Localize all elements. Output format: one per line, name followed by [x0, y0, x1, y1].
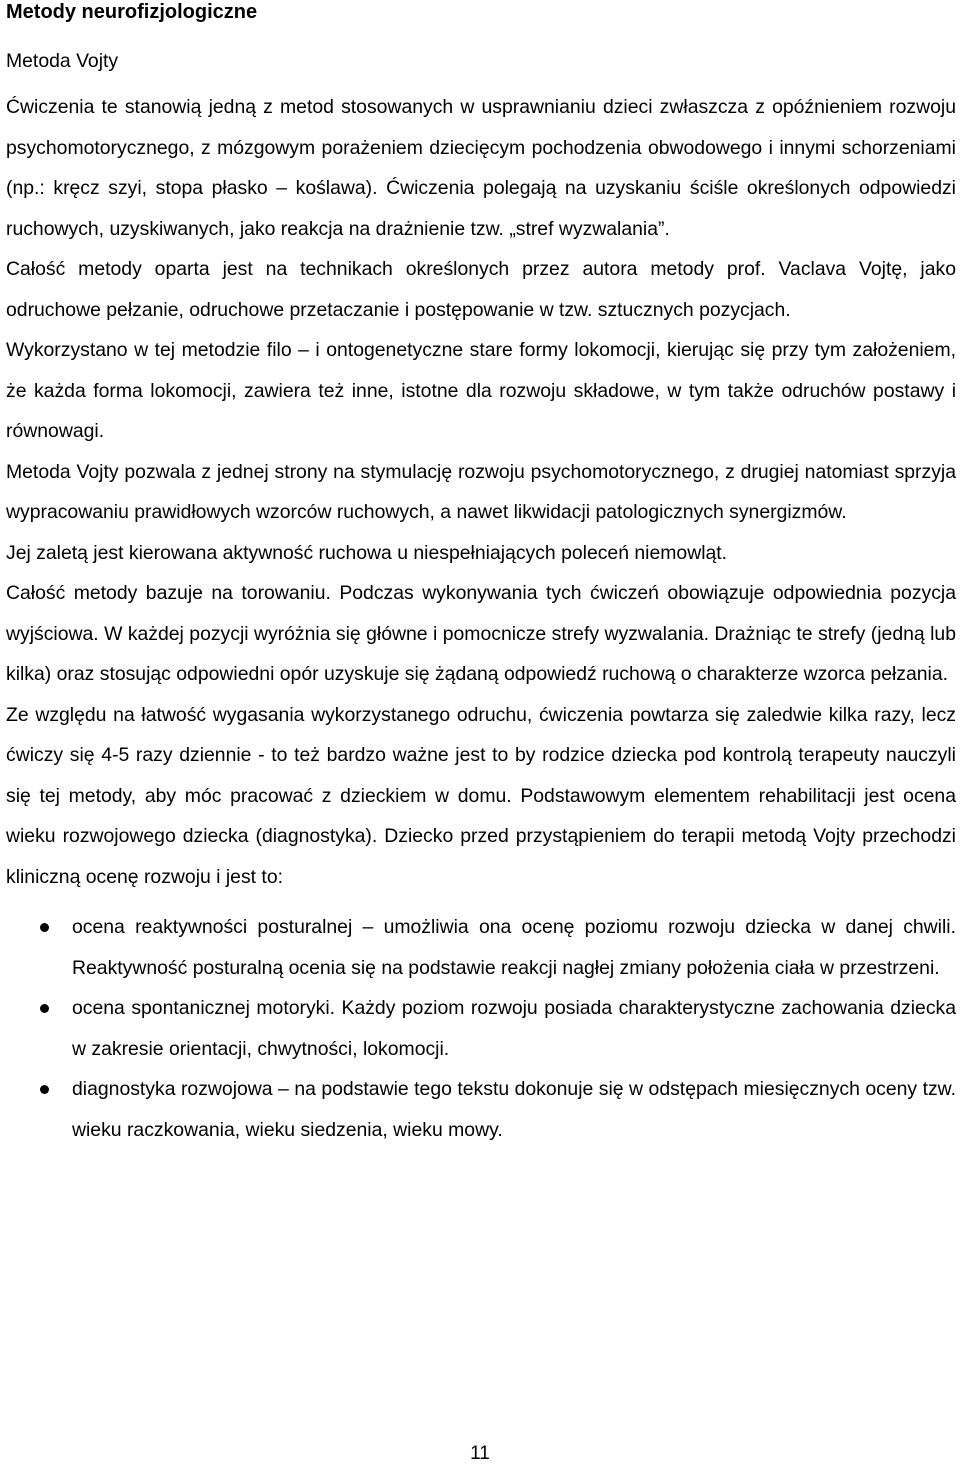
paragraph-facilitation: Całość metody bazuje na torowaniu. Podczas wykonywania tych ćwiczeń obowiązuje odpowiednia pozycja wyjściowa. W każdej pozycji wyróżnia się główne i pomocnicze strefy wyzwalania. Drażniąc te strefy (jedną lub kilka) oraz stosując odpowiedni opór uzyskuje się żądaną odpowiedź ruchową o charakterze wzorca pełzania. — [6, 582, 956, 685]
list-item-text: ocena reaktywności posturalnej – umożliwia ona ocenę poziomu rozwoju dziecka w danej chwili. Reaktywność posturalną ocenia się na podstawie reakcji nagłej zmiany położenia ciała w przestrzeni. — [72, 916, 956, 979]
assessment-list — [6, 907, 956, 1150]
body-text — [6, 87, 956, 897]
document-page — [6, 0, 956, 1150]
paragraph-advantage: Jej zaletą jest kierowana aktywność ruchowa u niespełniających poleceń niemowląt. — [6, 541, 728, 564]
list-item — [6, 988, 956, 1069]
page-title: Metody neurofizjologiczne — [6, 1, 258, 23]
list-item — [6, 1069, 956, 1150]
paragraph-locomotion: Wykorzystano w tej metodzie filo – i ontogenetyczne stare formy lokomocji, kierując się przy tym założeniem, że każda forma lokomocji, zawiera też inne, istotne dla rozwoju składowe, w tym także odruchów postawy i równowagi. — [6, 339, 956, 442]
page-number: 11 — [470, 1443, 490, 1464]
bullet-icon — [40, 923, 49, 932]
paragraph-stimulation: Metoda Vojty pozwala z jednej strony na stymulację rozwoju psychomotorycznego, z drugiej natomiast sprzyja wypracowaniu prawidłowych wzorców ruchowych, a nawet likwidacji patologicznych synergizmów. — [6, 460, 956, 523]
list-item-text: ocena spontanicznej motoryki. Każdy poziom rozwoju posiada charakterystyczne zachowania dziecka w zakresie orientacji, chwytności, lokomocji. — [72, 997, 956, 1060]
bullet-icon — [40, 1004, 49, 1013]
paragraph-repetition: Ze względu na łatwość wygasania wykorzystanego odruchu, ćwiczenia powtarza się zaledwie kilka razy, lecz ćwiczy się 4-5 razy dziennie - to też bardzo ważne jest to by rodzice dziecka pod kontrolą terapeuty nauczyli się tej metody, aby móc pracować z dzieckiem w domu. Podstawowym elementem rehabilitacji jest ocena wieku rozwojowego dziecka (diagnostyka). Dziecko przed przystąpieniem do terapii metodą Vojty przechodzi kliniczną ocenę rozwoju i jest to: — [6, 703, 956, 888]
section-subtitle: Metoda Vojty — [6, 50, 119, 72]
list-item — [6, 907, 956, 988]
bullet-icon — [40, 1085, 49, 1094]
paragraph-intro: Ćwiczenia te stanowią jedną z metod stosowanych w usprawnianiu dzieci zwłaszcza z opóźnieniem rozwoju psychomotorycznego, z mózgowym porażeniem dziecięcym pochodzenia obwodowego i innymi schorzeniami (np.: kręcz szyi, stopa płasko – koślawa). Ćwiczenia polegają na uzyskaniu ściśle określonych odpowiedzi ruchowych, uzyskiwanych, jako reakcja na drażnienie tzw. „stref wyzwalania”. — [6, 96, 956, 240]
paragraph-method-basis: Całość metody oparta jest na technikach określonych przez autora metody prof. Vaclava Vojtę, jako odruchowe pełzanie, odruchowe przetaczanie i postępowanie w tzw. sztucznych pozycjach. — [6, 258, 956, 321]
list-item-text: diagnostyka rozwojowa – na podstawie tego tekstu dokonuje się w odstępach miesięcznych oceny tzw. wieku raczkowania, wieku siedzenia, wieku mowy. — [72, 1078, 956, 1141]
